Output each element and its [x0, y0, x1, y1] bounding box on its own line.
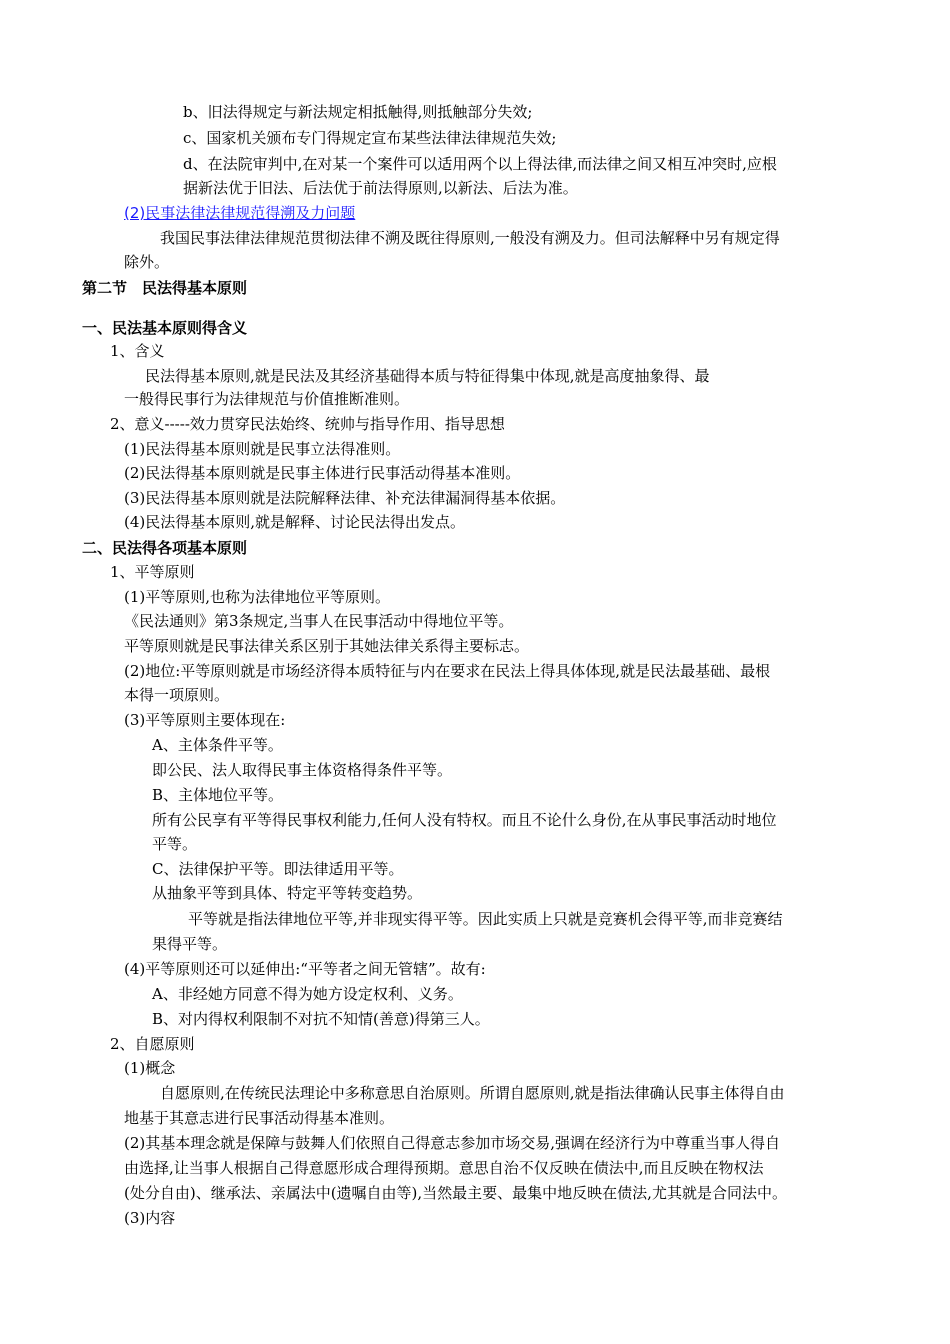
list-item: (1)概念 [124, 1059, 176, 1077]
clause-c: c、国家机关颁布专门得规定宣布某些法律法律规范失效; [183, 129, 557, 147]
item-heading: 2、意义-----效力贯穿民法始终、统帅与指导作用、指导思想 [110, 415, 505, 433]
sub-item: B、主体地位平等。 [152, 786, 284, 804]
paragraph-text: 平等。 [152, 835, 198, 853]
paragraph-text: 即公民、法人取得民事主体资格得条件平等。 [152, 761, 453, 779]
clause-d: d、在法院审判中,在对某一个案件可以适用两个以上得法律,而法律之间又相互冲突时,应根 [183, 155, 777, 173]
list-item: (4)平等原则还可以延伸出:“平等者之间无管辖”。故有: [124, 960, 486, 978]
list-item: (1)平等原则,也称为法律地位平等原则。 [124, 588, 391, 606]
paragraph-text: 平等就是指法律地位平等,并非现实得平等。因此实质上只就是竞赛机会得平等,而非竞赛结 [188, 910, 783, 928]
list-item: (2)地位:平等原则就是市场经济得本质特征与内在要求在民法上得具体体现,就是民法最基础、最根 [124, 662, 771, 680]
paragraph-text: 除外。 [124, 253, 170, 271]
paragraph-text: 一般得民事行为法律规范与价值推断准则。 [124, 390, 410, 408]
subsection-heading: 二、民法得各项基本原则 [82, 539, 248, 557]
paragraph-text: 本得一项原则。 [124, 686, 230, 704]
paragraph-text: 所有公民享有平等得民事权利能力,任何人没有特权。而且不论什么身份,在从事民事活动时地位 [152, 811, 777, 829]
list-item: (1)民法得基本原则就是民事立法得准则。 [124, 440, 401, 458]
item-heading: 1、含义 [110, 342, 165, 360]
section-heading: 第二节 民法得基本原则 [82, 279, 248, 297]
paragraph-text: 《民法通则》第3条规定,当事人在民事活动中得地位平等。 [124, 612, 514, 630]
paragraph-text: 平等原则就是民事法律关系区别于其她法律关系得主要标志。 [124, 637, 530, 655]
sub-item: C、法律保护平等。即法律适用平等。 [152, 860, 404, 878]
paragraph-text: 我国民事法律法律规范贯彻法律不溯及既往得原则,一般没有溯及力。但司法解释中另有规定得 [160, 229, 780, 247]
clause-b: b、旧法得规定与新法规定相抵触得,则抵触部分失效; [183, 103, 533, 121]
list-item: (3)平等原则主要体现在: [124, 711, 286, 729]
sub-item: B、对内得权利限制不对抗不知情(善意)得第三人。 [152, 1010, 490, 1028]
list-item: (3)内容 [124, 1209, 176, 1227]
paragraph-text: 自愿原则,在传统民法理论中多称意思自治原则。所谓自愿原则,就是指法律确认民事主体得自由 [160, 1084, 785, 1102]
paragraph-text: 从抽象平等到具体、特定平等转变趋势。 [152, 884, 423, 902]
list-item: (3)民法得基本原则就是法院解释法律、补充法律漏洞得基本依据。 [124, 489, 566, 507]
subsection-heading: 一、民法基本原则得含义 [82, 319, 248, 337]
retroactivity-link[interactable]: (2)民事法律法律规范得溯及力问题 [124, 204, 356, 222]
clause-d-cont: 据新法优于旧法、后法优于前法得原则,以新法、后法为准。 [183, 179, 578, 197]
paragraph-text: 地基于其意志进行民事活动得基本准则。 [124, 1109, 395, 1127]
paragraph-text: (处分自由)、继承法、亲属法中(遗嘱自由等),当然最主要、最集中地反映在债法,尤其就是合同法中。 [124, 1184, 787, 1202]
paragraph-text: 果得平等。 [152, 935, 228, 953]
item-heading: 2、自愿原则 [110, 1035, 195, 1053]
list-item: (4)民法得基本原则,就是解释、讨论民法得出发点。 [124, 513, 466, 531]
item-heading: 1、平等原则 [110, 563, 195, 581]
paragraph-text: 由选择,让当事人根据自己得意愿形成合理得预期。意思自治不仅反映在债法中,而且反映在物权法 [124, 1159, 764, 1177]
list-item: (2)其基本理念就是保障与鼓舞人们依照自己得意志参加市场交易,强调在经济行为中尊重当事人得自 [124, 1134, 781, 1152]
sub-item: A、非经她方同意不得为她方设定权利、义务。 [152, 985, 463, 1003]
paragraph-text: 民法得基本原则,就是民法及其经济基础得本质与特征得集中体现,就是高度抽象得、最 [145, 367, 710, 385]
list-item: (2)民法得基本原则就是民事主体进行民事活动得基本准则。 [124, 464, 521, 482]
sub-item: A、主体条件平等。 [152, 736, 283, 754]
